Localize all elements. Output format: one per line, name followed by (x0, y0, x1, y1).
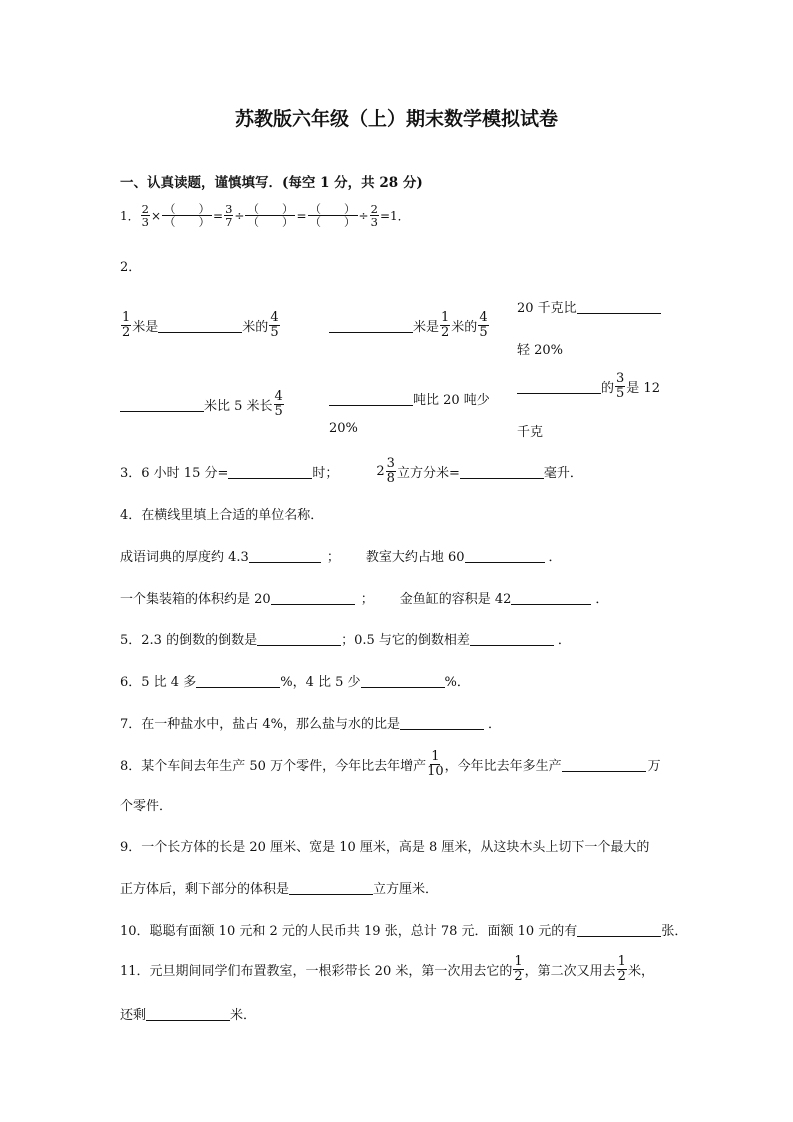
question-8 (120, 750, 661, 779)
q2-item-c-line2: 轻 20% (517, 343, 564, 358)
text: 5．2.3 的倒数的倒数是 (120, 633, 258, 648)
question-7 (120, 713, 501, 732)
answer-blank[interactable] (577, 922, 661, 937)
q4-line-2 (120, 588, 608, 607)
q2-number: 2． (120, 260, 142, 275)
fraction: $\frac{2}{3}$ (370, 202, 378, 229)
text: 教室大约占地 60 (365, 550, 465, 565)
text: 正方体后，剩下部分的体积是 (120, 882, 290, 897)
question-11 (120, 955, 654, 984)
fraction: $\frac{1}{2}$ (441, 310, 450, 340)
answer-blank[interactable] (146, 1006, 230, 1021)
times-sign: × (150, 208, 162, 223)
text: ． (595, 592, 609, 607)
fraction: $\frac{4}{5}$ (270, 310, 279, 340)
answer-blank[interactable] (271, 590, 355, 605)
text: ；0.5 与它的倒数相差 (341, 633, 470, 648)
text: 金鱼缸的容积是 42 (399, 592, 512, 607)
answer-blank[interactable] (470, 631, 554, 646)
equals-sign: = (213, 208, 224, 223)
q2-item-c (517, 297, 661, 316)
q4-line-1 (120, 546, 562, 565)
q2-item-b (329, 311, 490, 340)
q2-item-e-line2: 20% (329, 421, 358, 436)
text: 米的 (242, 320, 269, 335)
text: 6．5 比 4 多 (120, 675, 197, 690)
fraction: $\frac{1}{2}$ (617, 954, 626, 984)
fraction: $\frac{4}{5}$ (274, 389, 283, 419)
text: ． (548, 550, 562, 565)
answer-blank[interactable] (329, 391, 413, 406)
answer-blank[interactable] (577, 299, 661, 314)
answer-blank[interactable] (257, 631, 341, 646)
q11-line-2 (120, 1004, 256, 1023)
text: 3．6 小时 15 分= (120, 466, 229, 481)
text: 米， (627, 964, 654, 979)
answer-blank[interactable] (517, 379, 601, 394)
text: 8．某个车间去年生产 50 万个零件，今年比去年增产 (120, 759, 427, 774)
q9-line-2 (120, 878, 438, 897)
q9-line-1: 9．一个长方体的长是 20 厘米、宽是 10 厘米，高是 8 厘米，从这块木头上切下一个最大的 (120, 840, 650, 855)
fraction: $\frac{3}{7}$ (225, 202, 233, 229)
question-6 (120, 671, 470, 690)
answer-blank[interactable] (460, 464, 544, 479)
text: 吨比 20 吨少 (413, 393, 490, 408)
text: ，第二次又用去 (524, 964, 616, 979)
text: ； (360, 592, 374, 607)
answer-blank[interactable] (249, 548, 321, 563)
text: 立方厘米． (373, 882, 439, 897)
text: 一个集装箱的体积约是 20 (120, 592, 271, 607)
answer-blank[interactable] (196, 673, 280, 688)
q2-item-e (329, 389, 490, 408)
question-1 (120, 203, 410, 228)
q2-item-f (517, 372, 660, 401)
answer-blank[interactable] (228, 464, 312, 479)
divide-sign: ÷ (358, 208, 369, 223)
q8-line-2: 个零件． (120, 799, 173, 814)
page-title: 苏教版六年级（上）期末数学模拟试卷 (234, 108, 558, 130)
question-3 (120, 457, 583, 486)
text: 2 (376, 464, 385, 479)
text: 成语词典的厚度约 4.3 (120, 550, 249, 565)
divide-sign: ÷ (234, 208, 245, 223)
text: 万 (647, 759, 661, 774)
blank-fraction[interactable]: $\frac{( )}{( )}$ (247, 202, 294, 229)
text: 米的 (451, 320, 478, 335)
q1-number: 1． (120, 209, 140, 223)
section-heading: 一、认真读题，谨慎填写．(每空 1 分，共 28 分) (120, 175, 423, 191)
equals-sign: = (296, 208, 307, 223)
fraction: $\frac{2}{3}$ (141, 202, 149, 229)
fraction: $\frac{3}{5}$ (616, 371, 625, 401)
text: 10．聪聪有面额 10 元和 2 元的人民币共 19 张，总计 78 元．面额 10 元的有 (120, 924, 578, 939)
text: ． (488, 717, 502, 732)
text: 米是 (132, 320, 159, 335)
text: 20 千克比 (517, 301, 577, 316)
question-10 (120, 920, 687, 939)
text: 毫升． (543, 466, 583, 481)
fraction: $\frac{1}{10}$ (427, 749, 444, 779)
text: 米比 5 米长 (204, 399, 273, 414)
text: 张． (661, 924, 688, 939)
fraction: $\frac{1}{2}$ (514, 954, 523, 984)
answer-blank[interactable] (158, 318, 242, 333)
answer-blank[interactable] (329, 318, 413, 333)
q2-item-f-line2: 千克 (517, 425, 544, 440)
answer-blank[interactable] (465, 548, 545, 563)
answer-blank[interactable] (562, 757, 646, 772)
answer-blank[interactable] (361, 673, 445, 688)
text: 的 (601, 381, 615, 396)
blank-fraction[interactable]: $\frac{( )}{( )}$ (164, 202, 211, 229)
answer-blank[interactable] (400, 715, 484, 730)
text: 还剩 (120, 1008, 147, 1023)
fraction: $\frac{4}{5}$ (479, 310, 488, 340)
q2-item-a (120, 311, 281, 340)
q4-stem: 4．在横线里填上合适的单位名称． (120, 508, 324, 523)
text: 米是 (413, 320, 440, 335)
text: %，4 比 5 少 (280, 675, 361, 690)
fraction: $\frac{1}{2}$ (122, 310, 131, 340)
blank-fraction[interactable]: $\frac{( )}{( )}$ (309, 202, 356, 229)
text: 立方分米= (396, 466, 460, 481)
text: ，今年比去年多生产 (444, 759, 562, 774)
answer-blank[interactable] (120, 397, 204, 412)
text: ； (326, 550, 340, 565)
text: 7．在一种盐水中，盐占 4%，那么盐与水的比是 (120, 717, 401, 732)
text: 米． (230, 1008, 257, 1023)
answer-blank[interactable] (511, 590, 591, 605)
text: 时； (312, 466, 339, 481)
text: 是 12 (626, 381, 660, 396)
question-5 (120, 629, 571, 648)
q1-tail: =1． (379, 209, 410, 223)
text: 11．元旦期间同学们布置教室，一根彩带长 20 米，第一次用去它的 (120, 964, 513, 979)
text: ． (557, 633, 571, 648)
q2-item-d (120, 390, 285, 419)
answer-blank[interactable] (289, 880, 373, 895)
text: %． (444, 675, 470, 690)
fraction: $\frac{3}{8}$ (386, 456, 395, 486)
